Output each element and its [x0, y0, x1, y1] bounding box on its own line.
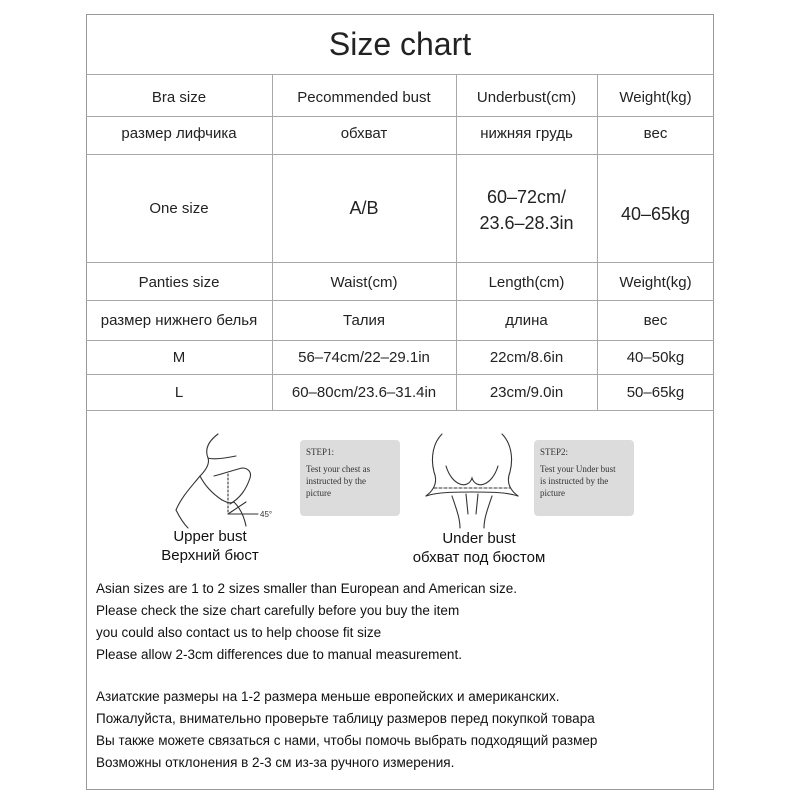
under-bust-illustration: [412, 430, 532, 530]
table-row-m-waist: 56–74cm/22–29.1in: [298, 348, 430, 366]
upper-bust-illustration: [170, 430, 300, 530]
header-waist-ru: Талия: [342, 311, 386, 329]
step1-line: instructed by the: [306, 476, 366, 486]
header-length: Length(cm): [488, 273, 565, 291]
angle-label: 45°: [260, 510, 273, 519]
notes-english: [96, 578, 517, 666]
underbust-in: 23.6–28.3in: [479, 213, 574, 233]
step1-box: [300, 440, 400, 516]
notes-russian: [96, 686, 597, 774]
header-waist: Waist(cm): [330, 273, 398, 291]
header-weight-ru: вес: [643, 124, 668, 142]
header-recommended-bust: Pecommended bust: [297, 88, 431, 106]
step2-line: Test your Under bust: [540, 464, 616, 474]
row-divider: [86, 74, 714, 75]
upper-bust-ru: Верхний бюст: [161, 547, 259, 564]
note-line: Asian sizes are 1 to 2 sizes smaller than European and American size.: [96, 581, 517, 596]
row-divider: [86, 410, 714, 411]
upper-bust-caption: [140, 527, 280, 565]
step1-title: STEP1:: [306, 447, 335, 457]
underbust-cm: 60–72cm/: [486, 187, 567, 207]
under-bust-caption: [384, 529, 574, 567]
header-panties-size-ru: размер нижнего белья: [100, 311, 258, 329]
step2-box: [534, 440, 634, 516]
header-underbust: Underbust(cm): [476, 88, 577, 106]
header-panties-size: Panties size: [138, 273, 220, 291]
note-line: Please allow 2-3cm differences due to manual measurement.: [96, 647, 462, 662]
step1-line: Test your chest as: [306, 464, 371, 474]
table-row-l-size: L: [174, 383, 184, 401]
under-bust-en: Under bust: [442, 530, 516, 547]
upper-bust-en: Upper bust: [173, 528, 247, 545]
bust-value: A/B: [349, 198, 379, 218]
table-row-l-weight: 50–65kg: [626, 383, 685, 401]
header-underbust-ru: нижняя грудь: [480, 124, 573, 142]
header-panties-weight-ru: вес: [643, 311, 668, 329]
step2-line: is instructed by the: [540, 476, 609, 486]
table-row-m-size: M: [172, 348, 186, 366]
note-line: Пожалуйста, внимательно проверьте таблицу размеров перед покупкой товара: [96, 711, 595, 726]
header-bust-ru: обхват: [340, 124, 388, 142]
table-row-l-length: 23cm/9.0in: [489, 383, 564, 401]
bra-weight-value: 40–65kg: [620, 204, 691, 224]
table-row-m-weight: 40–50kg: [626, 348, 685, 366]
note-line: Возможны отклонения в 2-3 см из-за ручного измерения.: [96, 755, 455, 770]
header-bra-size-ru: размер лифчика: [121, 124, 237, 142]
header-weight: Weight(kg): [619, 88, 692, 106]
header-length-ru: длина: [505, 311, 548, 329]
header-bra-size: Bra size: [151, 88, 207, 106]
note-line: Please check the size chart carefully before you buy the item: [96, 603, 460, 618]
underbust-value: [456, 154, 597, 266]
note-line: Вы также можете связаться с нами, чтобы помочь выбрать подходящий размер: [96, 733, 598, 748]
header-panties-weight: Weight(kg): [619, 273, 692, 291]
table-row-l-waist: 60–80cm/23.6–31.4in: [291, 383, 437, 401]
step1-line: picture: [306, 488, 331, 498]
step2-line: picture: [540, 488, 565, 498]
under-bust-ru: обхват под бюстом: [412, 549, 546, 566]
step2-title: STEP2:: [540, 447, 569, 457]
note-line: Азиатские размеры на 1-2 размера меньше европейских и американских.: [96, 689, 560, 704]
bra-size-value: One size: [149, 199, 209, 217]
page-title: Size chart: [328, 25, 472, 62]
table-row-m-length: 22cm/8.6in: [489, 348, 564, 366]
note-line: you could also contact us to help choose fit size: [96, 625, 382, 640]
